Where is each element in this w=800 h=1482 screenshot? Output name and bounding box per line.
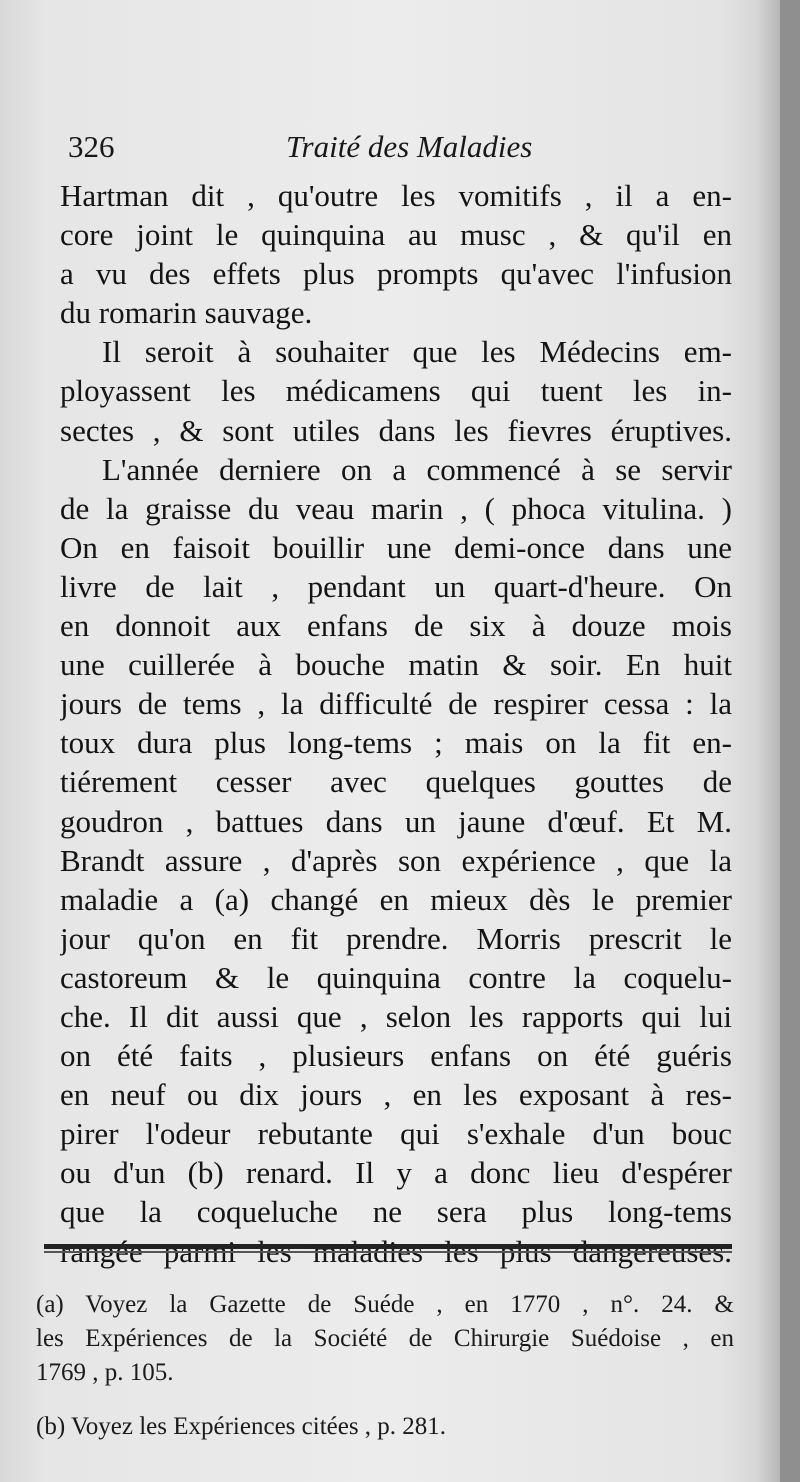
text-line: maladie a (a) changé en mieux dès le premier — [60, 881, 732, 917]
text-line: tiérement cesser avec quelques gouttes de — [60, 764, 732, 800]
text-line: du romarin sauvage. — [60, 295, 313, 331]
text-line: une cuillerée à bouche matin & soir. En huit — [60, 647, 732, 683]
text-line: core joint le quinquina au musc , & qu'il en — [60, 217, 732, 253]
text-line: castoreum & le quinquina contre la coquelu- — [60, 959, 732, 995]
text-line: on été faits , plusieurs enfans on été guéris — [60, 1038, 732, 1074]
page-edge-shadow — [756, 0, 780, 1482]
text-line: ployassent les médicamens qui tuent les in- — [60, 373, 732, 409]
footnote-a-line: les Expériences de la Société de Chirurgie Suédoise , en — [36, 1325, 734, 1352]
text-line: Hartman dit , qu'outre les vomitifs , il a en- — [60, 178, 732, 213]
text-line: en donnoit aux enfans de six à douze mois — [60, 608, 732, 644]
text-line: que la coqueluche ne sera plus long-tems — [60, 1194, 732, 1230]
text-line: sectes , & sont utiles dans les fievres éruptives. — [60, 412, 732, 448]
text-line: ou d'un (b) renard. Il y a donc lieu d'espérer — [60, 1155, 732, 1191]
text-line: pirer l'odeur rebutante qui s'exhale d'un bouc — [60, 1116, 732, 1152]
text-line: jour qu'on en fit prendre. Morris prescrit le — [60, 920, 732, 956]
text-line: en neuf ou dix jours , en les exposant à res- — [60, 1077, 732, 1113]
footnote-spacer — [36, 1390, 734, 1410]
text-line: On en faisoit bouillir une demi-once dans une — [60, 529, 732, 565]
paragraph-start-line: Il seroit à souhaiter que les Médecins em- — [102, 334, 732, 370]
text-line: a vu des effets plus prompts qu'avec l'infusion — [60, 256, 732, 292]
text-line: goudron , battues dans un jaune d'œuf. Et M. — [60, 803, 732, 839]
running-title: Traité des Maladies — [286, 129, 533, 164]
footnotes — [36, 1288, 734, 1444]
footnote-a-line: (a) Voyez la Gazette de Suéde , en 1770 , n°. 24. & — [36, 1291, 734, 1318]
footnote-separator-rule-thin — [44, 1251, 732, 1253]
page-number: 326 — [68, 129, 115, 164]
text-line: Brandt assure , d'après son expérience , que la — [60, 842, 732, 878]
footnote-separator-rule — [44, 1244, 732, 1249]
footnote-a-line: 1769 , p. 105. — [36, 1359, 174, 1386]
footnote-b-line: (b) Voyez les Expériences citées , p. 281. — [36, 1413, 447, 1440]
paragraph-start-line: L'année derniere on a commencé à se servir — [102, 451, 732, 487]
text-line: jours de tems , la difficulté de respirer cessa : la — [60, 686, 732, 722]
text-line: livre de lait , pendant un quart-d'heure. On — [60, 568, 732, 604]
text-line: che. Il dit aussi que , selon les rapports qui lui — [60, 998, 732, 1034]
text-line: toux dura plus long-tems ; mais on la fit en- — [60, 725, 732, 761]
body-text — [60, 176, 732, 1271]
page-header — [68, 124, 728, 170]
text-line: de la graisse du veau marin , ( phoca vitulina. ) — [60, 490, 732, 526]
